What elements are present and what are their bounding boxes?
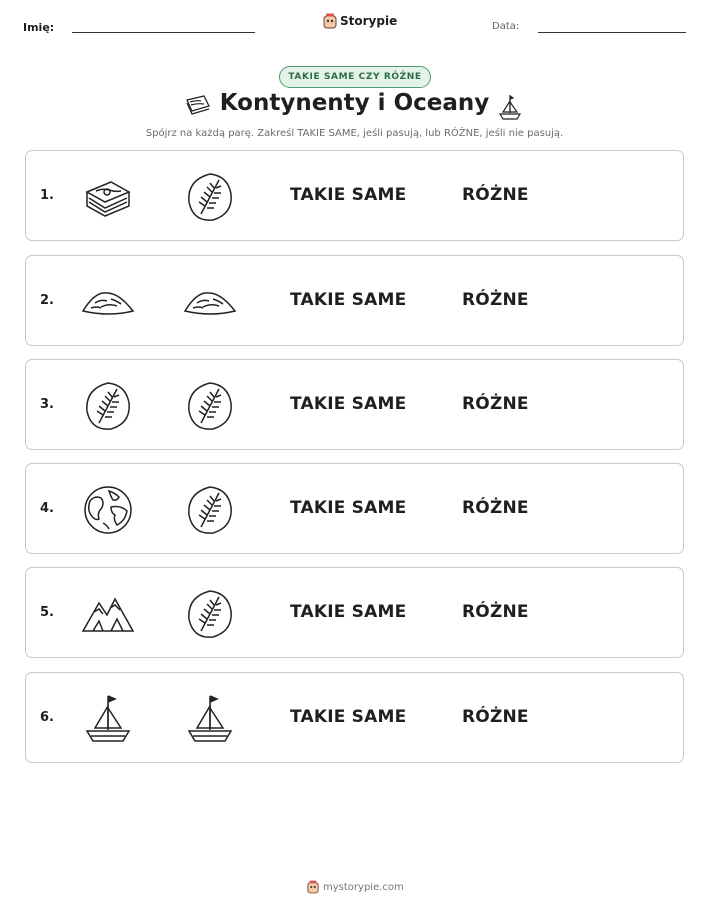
footer: [307, 880, 404, 894]
same-option[interactable]: TAKIE SAME: [290, 394, 407, 414]
footer-url[interactable]: mystorypie.com: [323, 881, 404, 893]
sailboat-icon: [497, 93, 523, 121]
storypie-logo-icon: [323, 13, 337, 29]
question-row-3: [25, 359, 684, 450]
question-row-6: [25, 672, 684, 763]
name-label: Imię:: [23, 21, 55, 34]
question-row-5: [25, 567, 684, 658]
map-icon: [81, 170, 135, 224]
question-number: 6.: [40, 710, 54, 725]
same-option[interactable]: TAKIE SAME: [290, 602, 407, 622]
different-option[interactable]: RÓŻNE: [462, 290, 529, 310]
question-number: 5.: [40, 605, 54, 620]
date-field-line[interactable]: [538, 32, 686, 33]
storypie-logo-icon: [307, 880, 319, 894]
leaf-fossil-icon: [183, 483, 237, 537]
question-row-4: [25, 463, 684, 554]
leaf-fossil-icon: [183, 587, 237, 641]
leaf-fossil-icon: [183, 170, 237, 224]
globe-icon: [81, 483, 135, 537]
question-row-1: [25, 150, 684, 241]
leaf-fossil-icon: [81, 379, 135, 433]
different-option[interactable]: RÓŻNE: [462, 707, 529, 727]
different-option[interactable]: RÓŻNE: [462, 498, 529, 518]
brand-logo: [323, 13, 397, 29]
question-number: 3.: [40, 397, 54, 412]
question-number: 4.: [40, 501, 54, 516]
same-option[interactable]: TAKIE SAME: [290, 707, 407, 727]
mountains-icon: [81, 587, 135, 641]
different-option[interactable]: RÓŻNE: [462, 602, 529, 622]
question-number: 1.: [40, 188, 54, 203]
same-option[interactable]: TAKIE SAME: [290, 185, 407, 205]
date-label: Data:: [492, 21, 520, 32]
question-number: 2.: [40, 293, 54, 308]
worksheet-type-badge: TAKIE SAME CZY RÓŻNE: [279, 66, 431, 88]
name-field-line[interactable]: [72, 32, 255, 33]
page-title: Kontynenty i Oceany: [219, 90, 490, 116]
instructions: Spójrz na każdą parę. Zakreśl TAKIE SAME, jeśli pasują, lub RÓŻNE, jeśli nie pasują.: [145, 128, 564, 139]
different-option[interactable]: RÓŻNE: [462, 394, 529, 414]
same-option[interactable]: TAKIE SAME: [290, 290, 407, 310]
sand-pile-icon: [183, 275, 237, 329]
same-option[interactable]: TAKIE SAME: [290, 498, 407, 518]
leaf-fossil-icon: [183, 379, 237, 433]
brand-name: Storypie: [340, 14, 398, 28]
different-option[interactable]: RÓŻNE: [462, 185, 529, 205]
sand-pile-icon: [81, 275, 135, 329]
sailboat-icon: [81, 692, 135, 746]
sailboat-icon: [183, 692, 237, 746]
question-row-2: [25, 255, 684, 346]
